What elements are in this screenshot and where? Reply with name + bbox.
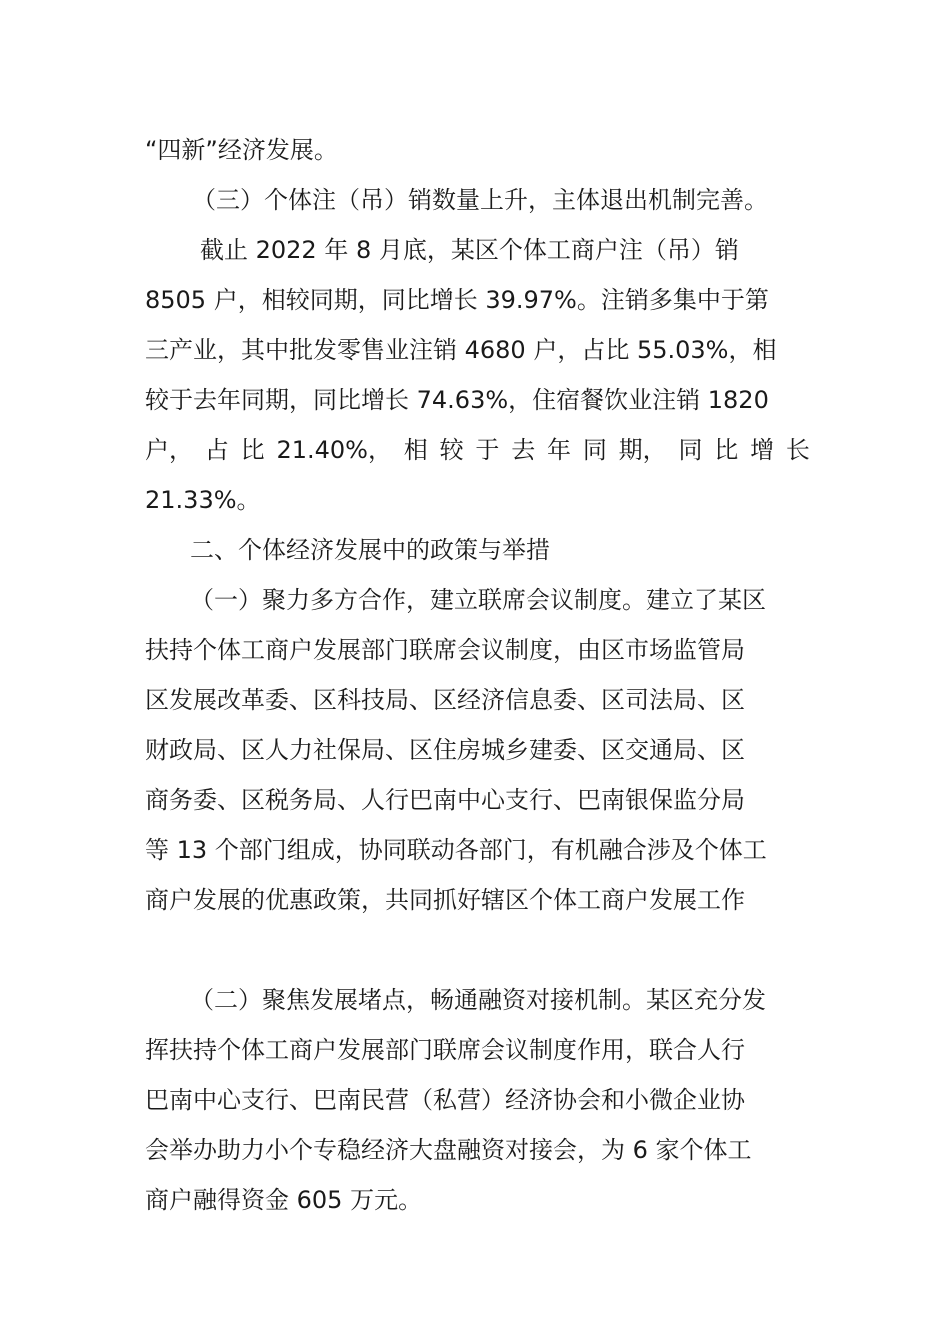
text-token: 户， [145, 436, 193, 464]
text-line: 商户发展的优惠政策，共同抓好辖区个体工商户发展工作 [145, 886, 745, 914]
text-line: （一）聚力多方合作，建立联席会议制度。建立了某区 [190, 586, 766, 614]
text-line: 三产业，其中批发零售业注销 4680 户，占比 55.03%，相 [145, 336, 777, 364]
text-token: 期， [618, 436, 667, 464]
text-line: 21.33%。 [145, 486, 261, 514]
text-token: 相 [403, 436, 428, 464]
text-line: 商务委、区税务局、人行巴南中心支行、巴南银保监分局 [145, 786, 745, 814]
text-line-justified [145, 433, 810, 467]
text-line: （二）聚焦发展堵点，畅通融资对接机制。某区充分发 [190, 986, 766, 1014]
text-token: 占 [204, 436, 229, 464]
text-line: 8505 户，相较同期，同比增长 39.97%。注销多集中于第 [145, 286, 769, 314]
text-line: 等 13 个部门组成，协同联动各部门，有机融合涉及个体工 [145, 836, 767, 864]
text-line: 区发展改革委、区科技局、区经济信息委、区司法局、区 [145, 686, 745, 714]
text-line: 挥扶持个体工商户发展部门联席会议制度作用，联合人行 [145, 1036, 745, 1064]
section-heading: （三）个体注（吊）销数量上升，主体退出机制完善。 [192, 186, 768, 214]
text-token: 去 [511, 436, 536, 464]
text-token: 长 [785, 436, 810, 464]
text-token: 年 [547, 436, 572, 464]
text-line: 财政局、区人力社保局、区住房城乡建委、区交通局、区 [145, 736, 745, 764]
text-token: 较 [439, 436, 464, 464]
text-line: 会举办助力小个专稳经济大盘融资对接会，为 6 家个体工 [145, 1136, 752, 1164]
text-token: 比 [714, 436, 739, 464]
text-token: 同 [678, 436, 703, 464]
text-line: 商户融得资金 605 万元。 [145, 1186, 423, 1214]
text-line: 截止 2022 年 8 月底，某区个体工商户注（吊）销 [200, 236, 739, 264]
text-line: 扶持个体工商户发展部门联席会议制度，由区市场监管局 [145, 636, 745, 664]
text-line: 较于去年同期，同比增长 74.63%，住宿餐饮业注销 1820 [145, 386, 769, 414]
text-token: 21.40%， [276, 436, 392, 464]
text-token: 增 [750, 436, 775, 464]
text-token: 于 [475, 436, 500, 464]
text-line: “四新”经济发展。 [145, 136, 338, 164]
text-token: 同 [582, 436, 607, 464]
section-heading: 二、个体经济发展中的政策与举措 [190, 536, 550, 564]
text-token: 比 [240, 436, 265, 464]
text-line: 巴南中心支行、巴南民营（私营）经济协会和小微企业协 [145, 1086, 745, 1114]
